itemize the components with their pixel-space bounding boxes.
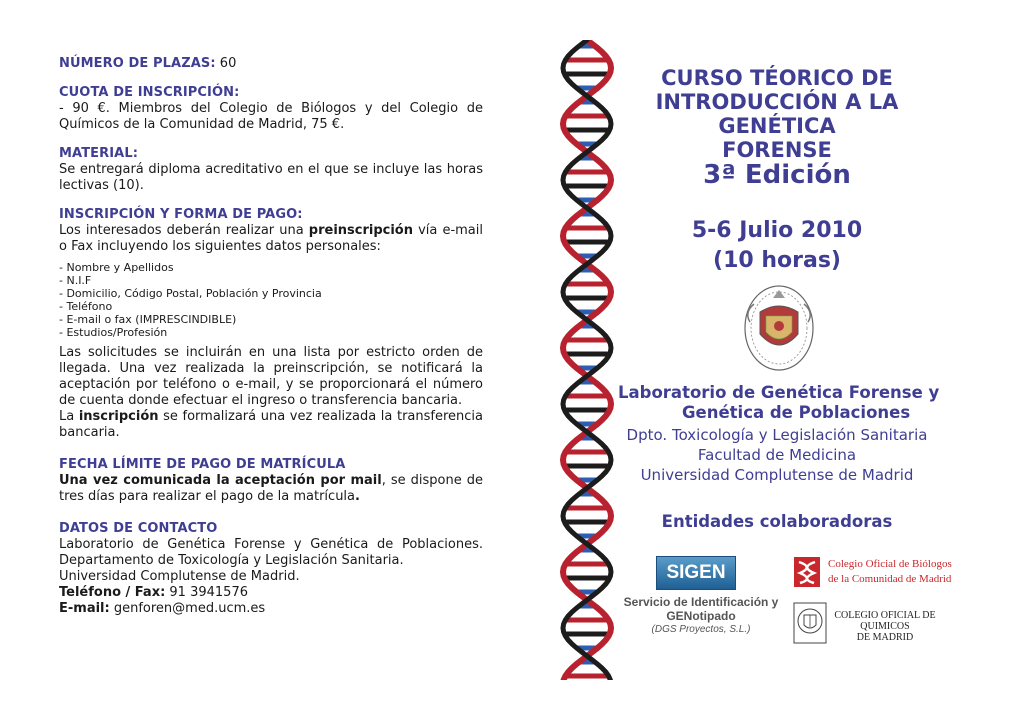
material-section (59, 146, 483, 194)
email-value: genforen@med.ucm.es (109, 601, 266, 616)
department-block (612, 425, 942, 485)
fecha-text (59, 473, 483, 505)
cuota-section (59, 85, 483, 133)
inscripcion-text-b: vía e-mail o Fax incluyendo los siguientes datos personales: (59, 223, 483, 254)
edition: 3ª Edición (703, 160, 851, 190)
list-item: - E-mail o fax (IMPRESCINDIBLE) (59, 313, 237, 326)
colegio-quimicos-seal-icon (792, 601, 828, 645)
contacto-email (59, 601, 483, 617)
collaborators-heading: Entidades colaboradoras (661, 512, 893, 531)
dna-helix-illustration (555, 40, 620, 680)
title-line: INTRODUCCIÓN A LA GENÉTICA (655, 90, 899, 138)
lab-line1: Laboratorio de Genética Forense y (618, 383, 940, 402)
email-label: E-mail: (59, 601, 110, 616)
hours-text: (10 horas) (713, 248, 841, 273)
title-line: CURSO TÉORICO DE (661, 66, 893, 90)
personal-data-list (59, 261, 483, 339)
contacto-line2: Universidad Complutense de Madrid. (59, 569, 300, 584)
phone-label: Teléfono / Fax: (59, 585, 166, 600)
faculty: Facultad de Medicina (697, 446, 857, 464)
quimicos-line1: COLEGIO OFICIAL DE (834, 610, 936, 621)
biologos-line2: de la Comunidad de Madrid (828, 573, 952, 585)
contacto-section (59, 521, 483, 617)
course-title (612, 66, 942, 162)
list-item: - N.I.F (59, 274, 92, 287)
fecha-section (59, 457, 483, 505)
sigen-line3: (DGS Proyectos, S.L.) (651, 624, 751, 635)
biologos-emblem-icon (794, 557, 820, 587)
plazas-value: 60 (215, 56, 237, 71)
quimicos-text (830, 610, 940, 643)
phone-value: 91 3941576 (165, 585, 248, 600)
plazas-section (59, 56, 483, 72)
cuota-text: - 90 €. Miembros del Colegio de Biólogos y del Colegio de Químicos de la Comunidad de Madrid, 75 €. (59, 101, 483, 132)
biologos-line1: Colegio Oficial de Biólogos (828, 558, 952, 570)
para3-b: se formalizará una vez realizada la transferencia bancaria. (59, 409, 484, 440)
sigen-logo-text: SIGEN (666, 562, 726, 583)
laboratory-name (618, 383, 948, 423)
left-panel (59, 56, 483, 630)
fecha-text-body: , se dispone de tres días para realizar el pago de la matrícula (59, 473, 483, 504)
list-item: - Estudios/Profesión (59, 326, 168, 339)
colegio-biologos-logo (794, 557, 964, 591)
para3-a: La (59, 409, 79, 424)
list-item: - Nombre y Apellidos (59, 261, 174, 274)
plazas-label: NÚMERO DE PLAZAS: (59, 56, 216, 71)
material-text: Se entregará diploma acreditativo en el que se incluye las horas lectivas (10). (59, 162, 483, 193)
cuota-heading: CUOTA DE INSCRIPCIÓN: (59, 85, 240, 100)
sigen-line1: Servicio de Identificación y (623, 595, 779, 609)
sigen-logo (656, 556, 736, 590)
fecha-text-bold: Una vez comunicada la aceptación por mail (59, 473, 382, 488)
sigen-caption (616, 595, 786, 637)
course-dates (612, 216, 942, 276)
inscripcion-section (59, 207, 483, 441)
contacto-line1: Laboratorio de Genética Forense y Genética de Poblaciones. Departamento de Toxicología y Legislación Sanitaria. (59, 537, 483, 568)
title-line: FORENSE (722, 138, 832, 162)
dates-text: 5-6 Julio 2010 (691, 218, 863, 243)
inscripcion-para2: Las solicitudes se incluirán en una lista por estricto orden de llegada. Una vez realizada la preinscripción, se notificará la aceptación por teléfono o e-mail, y se proporcionará el número de cuenta donde efectuar el ingreso o transferencia bancaria. (59, 345, 483, 408)
list-item: - Domicilio, Código Postal, Población y Provincia (59, 287, 322, 300)
biologos-text (828, 557, 968, 587)
para3-bold: inscripción (78, 409, 159, 424)
fecha-heading: FECHA LÍMITE DE PAGO DE MATRÍCULA (59, 457, 346, 472)
ucm-seal-logo (740, 282, 818, 374)
quimicos-line2: QUIMICOS (860, 621, 910, 632)
inscripcion-text (59, 223, 483, 255)
contacto-heading: DATOS DE CONTACTO (59, 521, 218, 536)
material-heading: MATERIAL: (59, 146, 139, 161)
fecha-text-end: . (355, 489, 360, 504)
department: Dpto. Toxicología y Legislación Sanitaria (626, 426, 928, 444)
inscripcion-para3 (59, 409, 483, 441)
inscripcion-text-bold: preinscripción (308, 223, 413, 238)
university: Universidad Complutense de Madrid (640, 466, 914, 484)
inscripcion-text-a: Los interesados deberán realizar una (59, 223, 309, 238)
lab-line2: Genética de Poblaciones (682, 403, 911, 422)
list-item: - Teléfono (59, 300, 113, 313)
sigen-line2: GENotipado (666, 609, 736, 623)
quimicos-line3: DE MADRID (856, 632, 914, 643)
contacto-phone (59, 585, 483, 601)
inscripcion-heading: INSCRIPCIÓN Y FORMA DE PAGO: (59, 207, 303, 222)
